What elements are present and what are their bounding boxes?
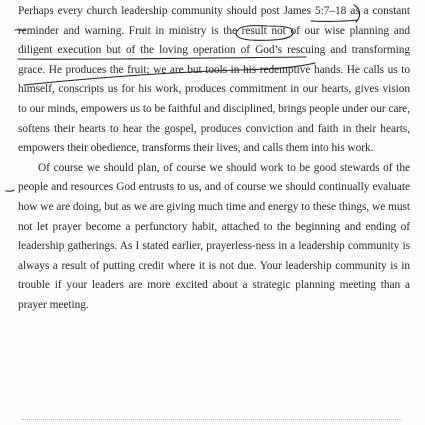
page-text xyxy=(18,2,410,316)
paragraph-1: Perhaps every church leadership community should post James 5:7–18 as a constant reminder and warning. Fruit in ministry is the result not of our wise planning and diligent execution but of the loving operation of God’s rescuing and transforming grace. He produces the fruit; we are but tools in his redemptive hands. He calls us to himself, conscripts us for his work, produces commitment in our hearts, gives vision to our minds, empowers us to be faithful and disciplined, brings people under our care, softens their hearts to hear the gospel, produces conviction and faith in their hearts, empowers their obedience, transforms their lives, and calls them into his work. xyxy=(18,5,410,155)
margin-tick-obedience xyxy=(6,190,14,191)
paragraph-2: Of course we should plan, of course we should work to be good stewards of the people and resources God entrusts to us, and of course we should continually evaluate how we are doing, but as we are giving much time and energy to these things, we must not let prayer become a perfunctory habit, attached to the beginning and ending of leadership gatherings. As I stated earlier, prayerless-ness in a leadership community is always a result of putting credit where it is not due. Your leadership community is in trouble if your leaders are more excited about a strategic planning meeting than a prayer meeting. xyxy=(18,161,410,311)
cut-off-next-line xyxy=(0,412,425,425)
